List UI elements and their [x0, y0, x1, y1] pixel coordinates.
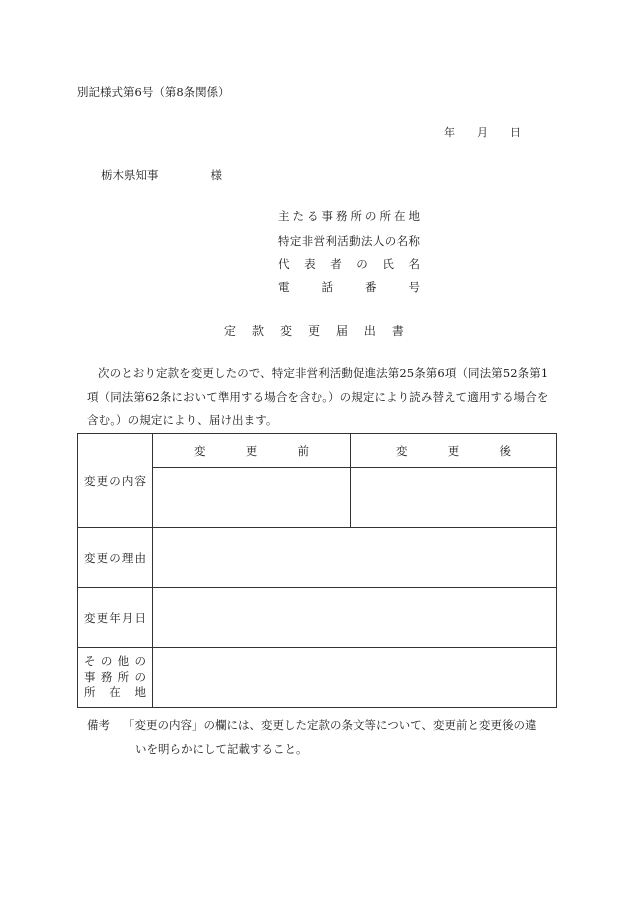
label-char: 非: [301, 234, 314, 248]
document-title: [224, 322, 404, 339]
label-char: の: [365, 209, 377, 223]
label-char: た: [292, 209, 304, 223]
label-char: 更: [96, 550, 109, 565]
body-text: 次のとおり定款を変更したので、特定非営利活動促進法第25条第6項（同法第52条第1項（同法第62条において準用する場合を含む。）の規定により読み替えて適用する場合を含む。）の規定により、届け出ます。: [87, 366, 549, 427]
label-char: 更: [96, 610, 109, 625]
label-char: の: [100, 654, 113, 669]
applicant-corp-name-label: [278, 233, 420, 249]
label-char: 主: [278, 209, 290, 223]
column-header-before: [153, 434, 351, 468]
change-date-field[interactable]: [153, 588, 557, 648]
label-char: 容: [134, 473, 146, 488]
other-office-field[interactable]: [153, 648, 557, 708]
label-char: 事: [321, 209, 333, 223]
applicant-representative-label: [278, 256, 420, 272]
change-table: [77, 433, 557, 708]
label-char: 務: [100, 669, 113, 684]
date-line: [444, 124, 521, 140]
label-char: 更: [96, 473, 109, 488]
form-number: 別記様式第6号（第8条関係）: [77, 85, 230, 99]
reason-field[interactable]: [153, 528, 557, 588]
label-char: 変: [84, 473, 96, 488]
remarks-line-1: 「変更の内容」の欄には、変更した定款の条文等について、変更前と変更後の違: [123, 718, 537, 732]
applicant-phone-label: [278, 279, 420, 295]
remarks-label: 備考: [87, 718, 110, 732]
recipient: [101, 167, 222, 183]
label-char: 更: [245, 443, 258, 458]
label-char: 地: [408, 209, 420, 223]
label-char: 者: [330, 257, 342, 271]
label-char: 動: [349, 234, 361, 248]
label-char: 事: [84, 669, 96, 684]
label-char: 理: [121, 550, 134, 565]
label-char: 所: [350, 209, 362, 223]
label-char: 務: [336, 209, 348, 223]
label-char: 変: [396, 443, 408, 458]
date-year: 年: [444, 126, 455, 139]
label-char: 利: [325, 234, 337, 248]
label-char: 所: [379, 209, 391, 223]
label-char: 名: [396, 234, 409, 248]
label-char: そ: [84, 654, 96, 669]
row-label-date: [78, 588, 153, 648]
label-char: 後: [499, 443, 511, 458]
label-char: の: [134, 654, 146, 669]
applicant-office-label: [278, 208, 420, 224]
label-char: 届: [335, 324, 348, 338]
content-after-field[interactable]: [351, 468, 557, 528]
remarks-line-2: いを明らかにして記載すること。: [135, 742, 308, 756]
label-char: 活: [337, 234, 349, 248]
label-char: 名: [408, 257, 420, 271]
label-char: 書: [391, 324, 404, 338]
label-char: 称: [408, 234, 420, 248]
label-char: 日: [134, 610, 146, 625]
recipient-name: 栃木県知事: [101, 168, 159, 182]
label-char: 更: [447, 443, 460, 458]
label-char: 氏: [382, 257, 394, 271]
label-char: 内: [121, 473, 134, 488]
label-char: 定: [289, 234, 302, 248]
label-char: 年: [109, 610, 121, 625]
label-char: 月: [121, 610, 134, 625]
column-header-after: [351, 434, 557, 468]
label-char: 話: [321, 280, 333, 294]
label-char: 電: [278, 280, 290, 294]
label-char: 変: [84, 550, 96, 565]
label-char: 法: [361, 234, 373, 248]
row-label-reason: [78, 528, 153, 588]
label-char: 出: [363, 324, 376, 338]
label-char: 所: [84, 685, 96, 700]
label-char: の: [356, 257, 368, 271]
label-char: 番: [365, 280, 377, 294]
label-char: 表: [304, 257, 316, 271]
label-char: 在: [394, 209, 406, 223]
label-char: の: [109, 473, 121, 488]
recipient-honorific: 様: [210, 168, 222, 182]
row-label-content: [78, 434, 153, 528]
label-char: 営: [313, 234, 326, 248]
label-char: 定: [224, 324, 237, 338]
content-before-field[interactable]: [153, 468, 351, 528]
label-char: 他: [117, 654, 130, 669]
label-char: 変: [194, 443, 206, 458]
date-day: 日: [510, 126, 521, 139]
date-month: 月: [477, 126, 488, 139]
label-char: 地: [134, 685, 146, 700]
label-char: 款: [251, 324, 264, 338]
remarks: [87, 713, 557, 761]
label-char: 更: [307, 324, 320, 338]
label-char: 変: [279, 324, 292, 338]
label-char: 在: [109, 685, 121, 700]
label-char: の: [384, 234, 397, 248]
label-char: 変: [84, 610, 96, 625]
row-label-other-office: [78, 648, 153, 708]
label-char: 号: [408, 280, 420, 294]
label-char: る: [307, 209, 319, 223]
label-char: の: [134, 669, 146, 684]
label-char: 人: [372, 234, 385, 248]
label-char: 前: [297, 443, 309, 458]
label-char: 由: [134, 550, 146, 565]
label-char: の: [109, 550, 121, 565]
label-char: 所: [117, 669, 130, 684]
label-char: 特: [278, 234, 290, 248]
label-char: 代: [278, 257, 290, 271]
